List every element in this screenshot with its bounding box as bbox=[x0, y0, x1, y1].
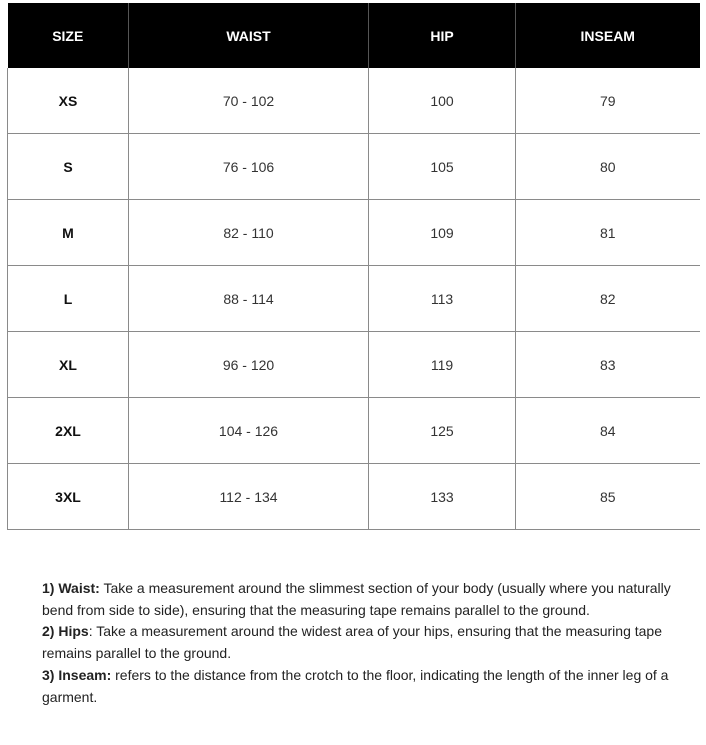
cell-hip: 105 bbox=[369, 134, 516, 200]
table-row bbox=[8, 332, 700, 398]
header-inseam: INSEAM bbox=[516, 3, 700, 68]
note-text: Take a measurement around the slimmest section of your body (usually where you naturally bend from side to side), ensuring that the measuring tape remains parallel to the ground. bbox=[42, 580, 671, 618]
note-waist bbox=[42, 578, 694, 621]
cell-waist: 88 - 114 bbox=[129, 266, 369, 332]
cell-inseam: 85 bbox=[516, 464, 700, 530]
note-text: : Take a measurement around the widest area of your hips, ensuring that the measuring tape remains parallel to the ground. bbox=[42, 623, 662, 662]
size-chart-table bbox=[7, 3, 700, 530]
cell-inseam: 80 bbox=[516, 134, 700, 200]
table-row bbox=[8, 398, 700, 464]
table-row bbox=[8, 464, 700, 530]
cell-inseam: 82 bbox=[516, 266, 700, 332]
note-term: 3) Inseam: bbox=[42, 666, 112, 683]
cell-hip: 113 bbox=[369, 266, 516, 332]
cell-waist: 70 - 102 bbox=[129, 68, 369, 134]
note-term: 2) Hips bbox=[42, 623, 89, 640]
cell-size: L bbox=[8, 266, 129, 332]
cell-size: 3XL bbox=[8, 464, 129, 530]
cell-size: 2XL bbox=[8, 398, 129, 464]
cell-size: M bbox=[8, 200, 129, 266]
table-row bbox=[8, 134, 700, 200]
cell-hip: 125 bbox=[369, 398, 516, 464]
cell-inseam: 81 bbox=[516, 200, 700, 266]
note-inseam bbox=[42, 665, 694, 708]
header-hip: HIP bbox=[369, 3, 516, 68]
table-header-row bbox=[8, 3, 700, 68]
table-row bbox=[8, 68, 700, 134]
cell-size: XL bbox=[8, 332, 129, 398]
cell-waist: 82 - 110 bbox=[129, 200, 369, 266]
cell-waist: 104 - 126 bbox=[129, 398, 369, 464]
cell-size: S bbox=[8, 134, 129, 200]
cell-hip: 119 bbox=[369, 332, 516, 398]
note-hips bbox=[42, 621, 694, 664]
cell-inseam: 79 bbox=[516, 68, 700, 134]
header-size: SIZE bbox=[8, 3, 129, 68]
table-row bbox=[8, 266, 700, 332]
cell-hip: 100 bbox=[369, 68, 516, 134]
note-text: refers to the distance from the crotch to the floor, indicating the length of the inner leg of a garment. bbox=[42, 666, 669, 705]
cell-hip: 133 bbox=[369, 464, 516, 530]
header-waist: WAIST bbox=[129, 3, 369, 68]
table-row bbox=[8, 200, 700, 266]
cell-inseam: 84 bbox=[516, 398, 700, 464]
cell-hip: 109 bbox=[369, 200, 516, 266]
measurement-notes bbox=[42, 578, 694, 708]
cell-inseam: 83 bbox=[516, 332, 700, 398]
cell-size: XS bbox=[8, 68, 129, 134]
cell-waist: 76 - 106 bbox=[129, 134, 369, 200]
cell-waist: 96 - 120 bbox=[129, 332, 369, 398]
note-term: 1) Waist: bbox=[42, 580, 100, 596]
cell-waist: 112 - 134 bbox=[129, 464, 369, 530]
